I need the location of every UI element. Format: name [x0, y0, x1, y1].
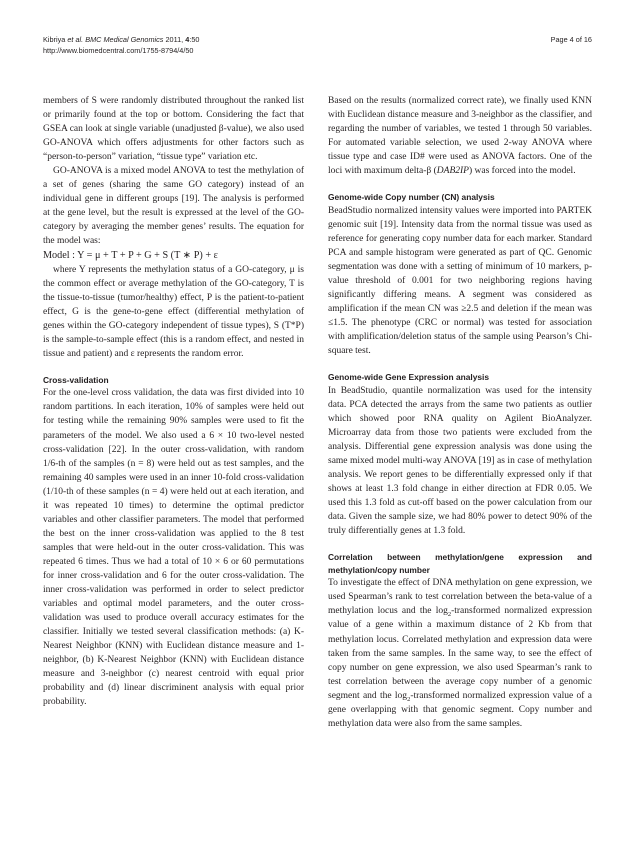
page-number: Page 4 of 16 [550, 35, 592, 44]
section-heading-copy-number: Genome-wide Copy number (CN) analysis [328, 192, 495, 203]
running-header [43, 34, 199, 56]
paragraph: To investigate the effect of DNA methylation on gene expression, we used Spearman’s rank to test correlation between the beta-value of a methylation locus and the $\log_2$-transformed normalized expression value of a gene within a maximum distance of 2 Kb from that methylation locus. Correlated methylation and expression data were taken from the same samples. In the same way, to see the effect of copy number on gene expression, we also used Spearman’s rank to test correlation between the average copy number of a genomic segment and the $\log_2$-transformed normalized expression value of a gene overlapping with that genomic segment. Copy number and methylation data were also from the same samples. [328, 578, 592, 729]
gene-name: DAB2IP [436, 166, 469, 177]
citation: Kibriya et al. BMC Medical Genomics 2011, 4:50 [43, 35, 200, 44]
paragraph: members of S were randomly distributed throughout the ranked list or primarily found at the top or bottom. Considering the fact that GSEA can look at single variable (unadjusted β-value), we also used GO-ANOVA which offers adjustments for other factors such as “person-to-person” variation, “tissue type” variation etc. [43, 96, 304, 163]
paragraph: BeadStudio normalized intensity values were imported into PARTEK genomic suit [19]. Intensity data from the normal tissue was used as reference for generating copy number data for each marker. Standard PCA and sample histogram were generated as part of QC. Genomic segmentation was done with a setting of minimum of 10 markers, p-value threshold of 0.001 for two neighboring regions having significantly differing means. A segment was considered as amplification if the mean CN was ≥2.5 and deletion if the mean was ≤1.5. The phenotype (CRC or normal) was tested for association with amplification/deletion status of the sample using Pearson’s Chi-square test. [328, 205, 592, 357]
section-heading-cross-validation: Cross-validation [43, 374, 109, 385]
model-equation: Model : Y = μ + T + P + G + S (T ∗ P) + ε [43, 249, 218, 261]
paragraph: Based on the results (normalized correct rate), we finally used KNN with Euclidean distance measure and 3-neighbor as the classifier, and regarding the number of variables, we tested 1 through 50 variables. For automated variable selection, we used 2-way ANOVA where tissue type and case ID# were used as ANOVA factors. One of the loci with maximum delta-β (DAB2IP) was forced into the model. [328, 96, 592, 177]
paragraph: where Y represents the methylation status of a GO-category, μ is the common effect or average methylation of the GO-category, T is the tissue-to-tissue (tumor/healthy) effect, P is the patient-to-patient effect, G is the gene-to-gene effect (differential methylation of genes within the GO-category independent of tissue types), S (T*P) is the sample-to-sample effect (this is a random effect, and nested in tissue and patient) and ε represents the random error. [43, 264, 304, 359]
paragraph: GO-ANOVA is a mixed model ANOVA to test the methylation of a set of genes (sharing the same GO category) instead of an individual gene in different groups [19]. The analysis is performed at the gene level, but the result is expressed at the level of the GO-category by averaging the member genes’ results. The equation for the model was: [43, 166, 304, 247]
section-heading-correlation: Correlation between methylation/gene expression and methylation/copy number [328, 552, 592, 575]
paragraph: In BeadStudio, quantile normalization was used for the intensity data. PCA detected the arrays from the same two patients as outlier which showed poor RNA quality on Agilent BioAnalyzer. Microarray data from those two patients were excluded from the analysis. Differential gene expression analysis was done using the same mixed model multi-way ANOVA [19] as in case of methylation analysis. We report genes to be differentially expressed only if that shows at least 1.3 fold change in either direction at FDR 0.05. We used this 1.3 fold as cut-off based on the power calculation from our data. Given the sample size, we had 80% power to detect 90% of the truly differentially genes at 1.3 fold. [328, 385, 592, 537]
right-column [328, 94, 592, 731]
article-url[interactable]: http://www.biomedcentral.com/1755-8794/4/50 [43, 46, 194, 55]
left-column [43, 94, 304, 709]
paragraph: For the one-level cross validation, the data was first divided into 10 random partitions. In each iteration, 10% of samples were held out for testing while the remaining 90% samples were used to fit the parameters of the model. We also used a 6 × 10 two-level nested cross-validation [22]. In the outer cross-validation, with random 1/6-th of the samples (n = 8) were held out as test samples, and the remaining 40 samples were used in an inner 10-fold cross-validation (1/10-th of these samples (n = 4) were held out at each iteration, and it was repeated 10 times) to determine the optimal predictor variables and other classifier parameters. The model that performed the best on the inner cross-validation was applied to the 8 test samples that were held-out in the outer cross-validation. This was repeated 6 times. Thus we had a total of 10 × 6 or 60 permutations for inner cross-validation and 6 for the outer cross-validation. The inner cross-validation was performed in order to select predictor variables and optimal model parameters, and the outer cross-validation was used to produce overall accuracy estimates for the classifier. Initially we tested several classification methods: (a) K-Nearest Neighbor (KNN) with Euclidean distance measure and 1-neighbor, (b) K-Nearest Neighbor (KNN) with Euclidean distance measure and 3-neighbor (c) nearest centroid with equal prior probability and (d) linear discriminent analysis with equal prior probability. [43, 388, 304, 708]
section-heading-gene-expression: Genome-wide Gene Expression analysis [328, 372, 490, 383]
